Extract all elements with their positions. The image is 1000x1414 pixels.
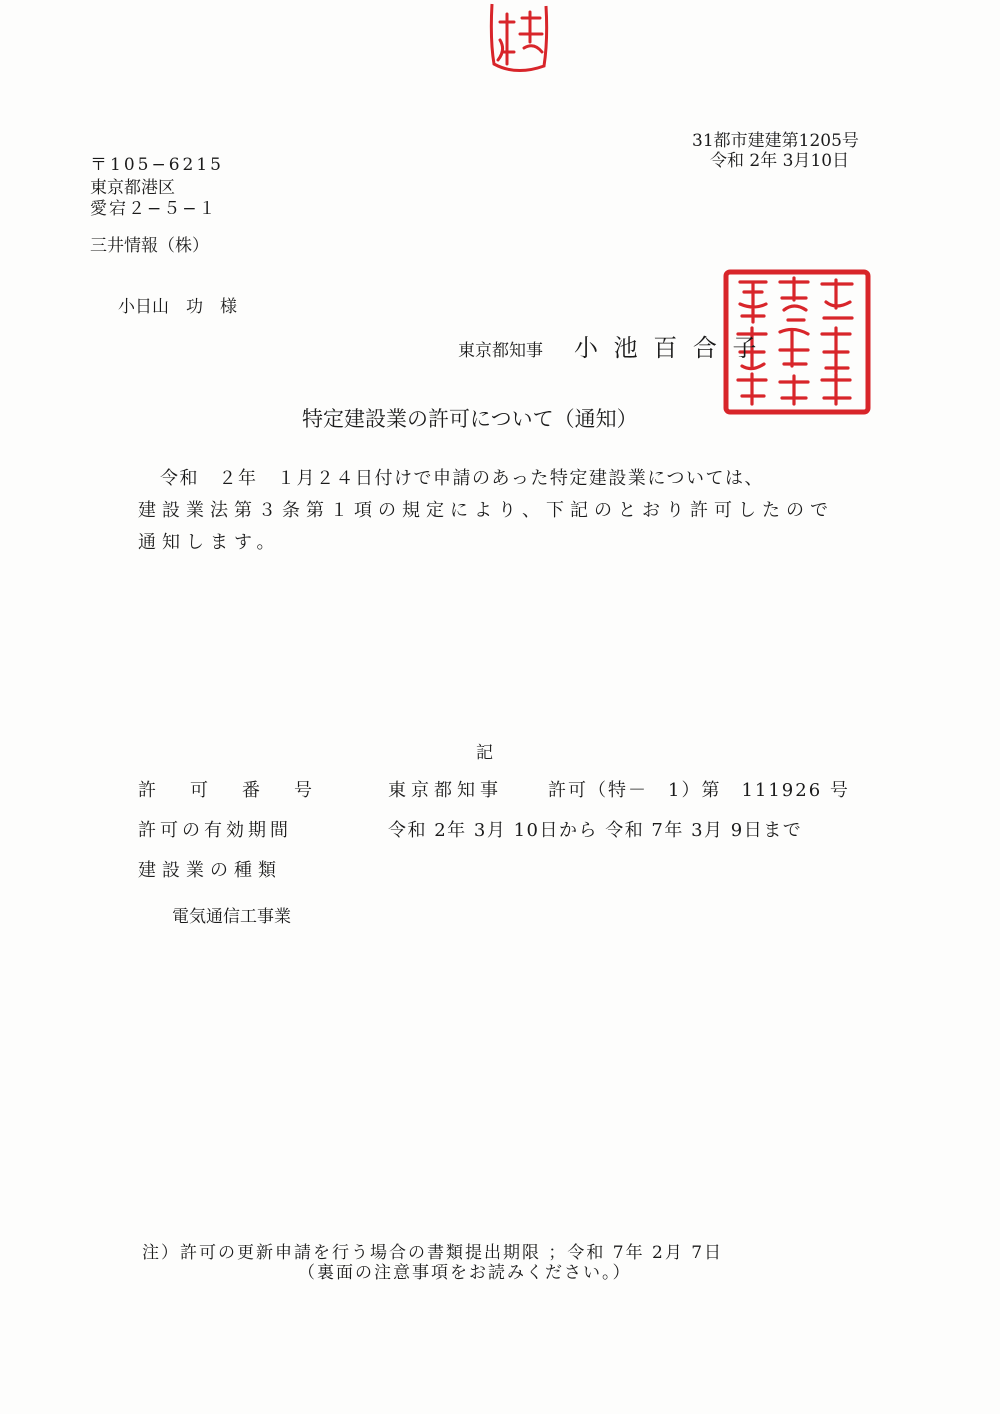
permit-number-value: 許可（特－ 1）第 111926 号	[548, 780, 850, 801]
reverse-side-note: （裏面の注意事項をお読みください。）	[298, 1263, 632, 1283]
recipient-address-line2: 愛宕２−５−１	[90, 199, 218, 219]
recipient-name: 小日山 功 様	[118, 297, 237, 317]
top-seal-stamp	[486, 0, 552, 78]
renewal-deadline-note: 注）許可の更新申請を行う場合の書類提出期限 ；令和 7年 2月 7日	[142, 1243, 724, 1263]
sender-name: 小 池 百 合 子	[574, 334, 761, 362]
permit-number-label: 許 可 番 号	[138, 780, 320, 801]
document-date: 令和 2年 3月10日	[710, 151, 850, 171]
validity-period-value: 令和 2年 3月 10日から 令和 7年 3月 9日まで	[388, 820, 803, 841]
sender-title: 東京都知事	[458, 341, 543, 361]
document-subject: 特定建設業の許可について（通知）	[302, 407, 638, 431]
body-line-3: 通知します。	[138, 532, 281, 553]
recipient-address-line1: 東京都港区	[90, 178, 175, 198]
business-type-value: 電気通信工事業	[172, 907, 291, 927]
body-line-2: 建設業法第３条第１項の規定により、下記のとおり許可したので	[138, 500, 834, 521]
business-type-label: 建設業の種類	[138, 860, 282, 881]
validity-period-label: 許可の有効期間	[138, 820, 292, 841]
recipient-postal-code: 〒105−6215	[90, 155, 224, 175]
permit-number-authority: 東京都知事	[388, 780, 503, 801]
ki-heading: 記	[476, 743, 493, 763]
document-number: 31都市建建第1205号	[692, 131, 859, 151]
body-line-1: 令和 ２年 １月２４日付けで申請のあった特定建設業については、	[160, 468, 764, 489]
recipient-company: 三井情報（株）	[90, 236, 209, 256]
